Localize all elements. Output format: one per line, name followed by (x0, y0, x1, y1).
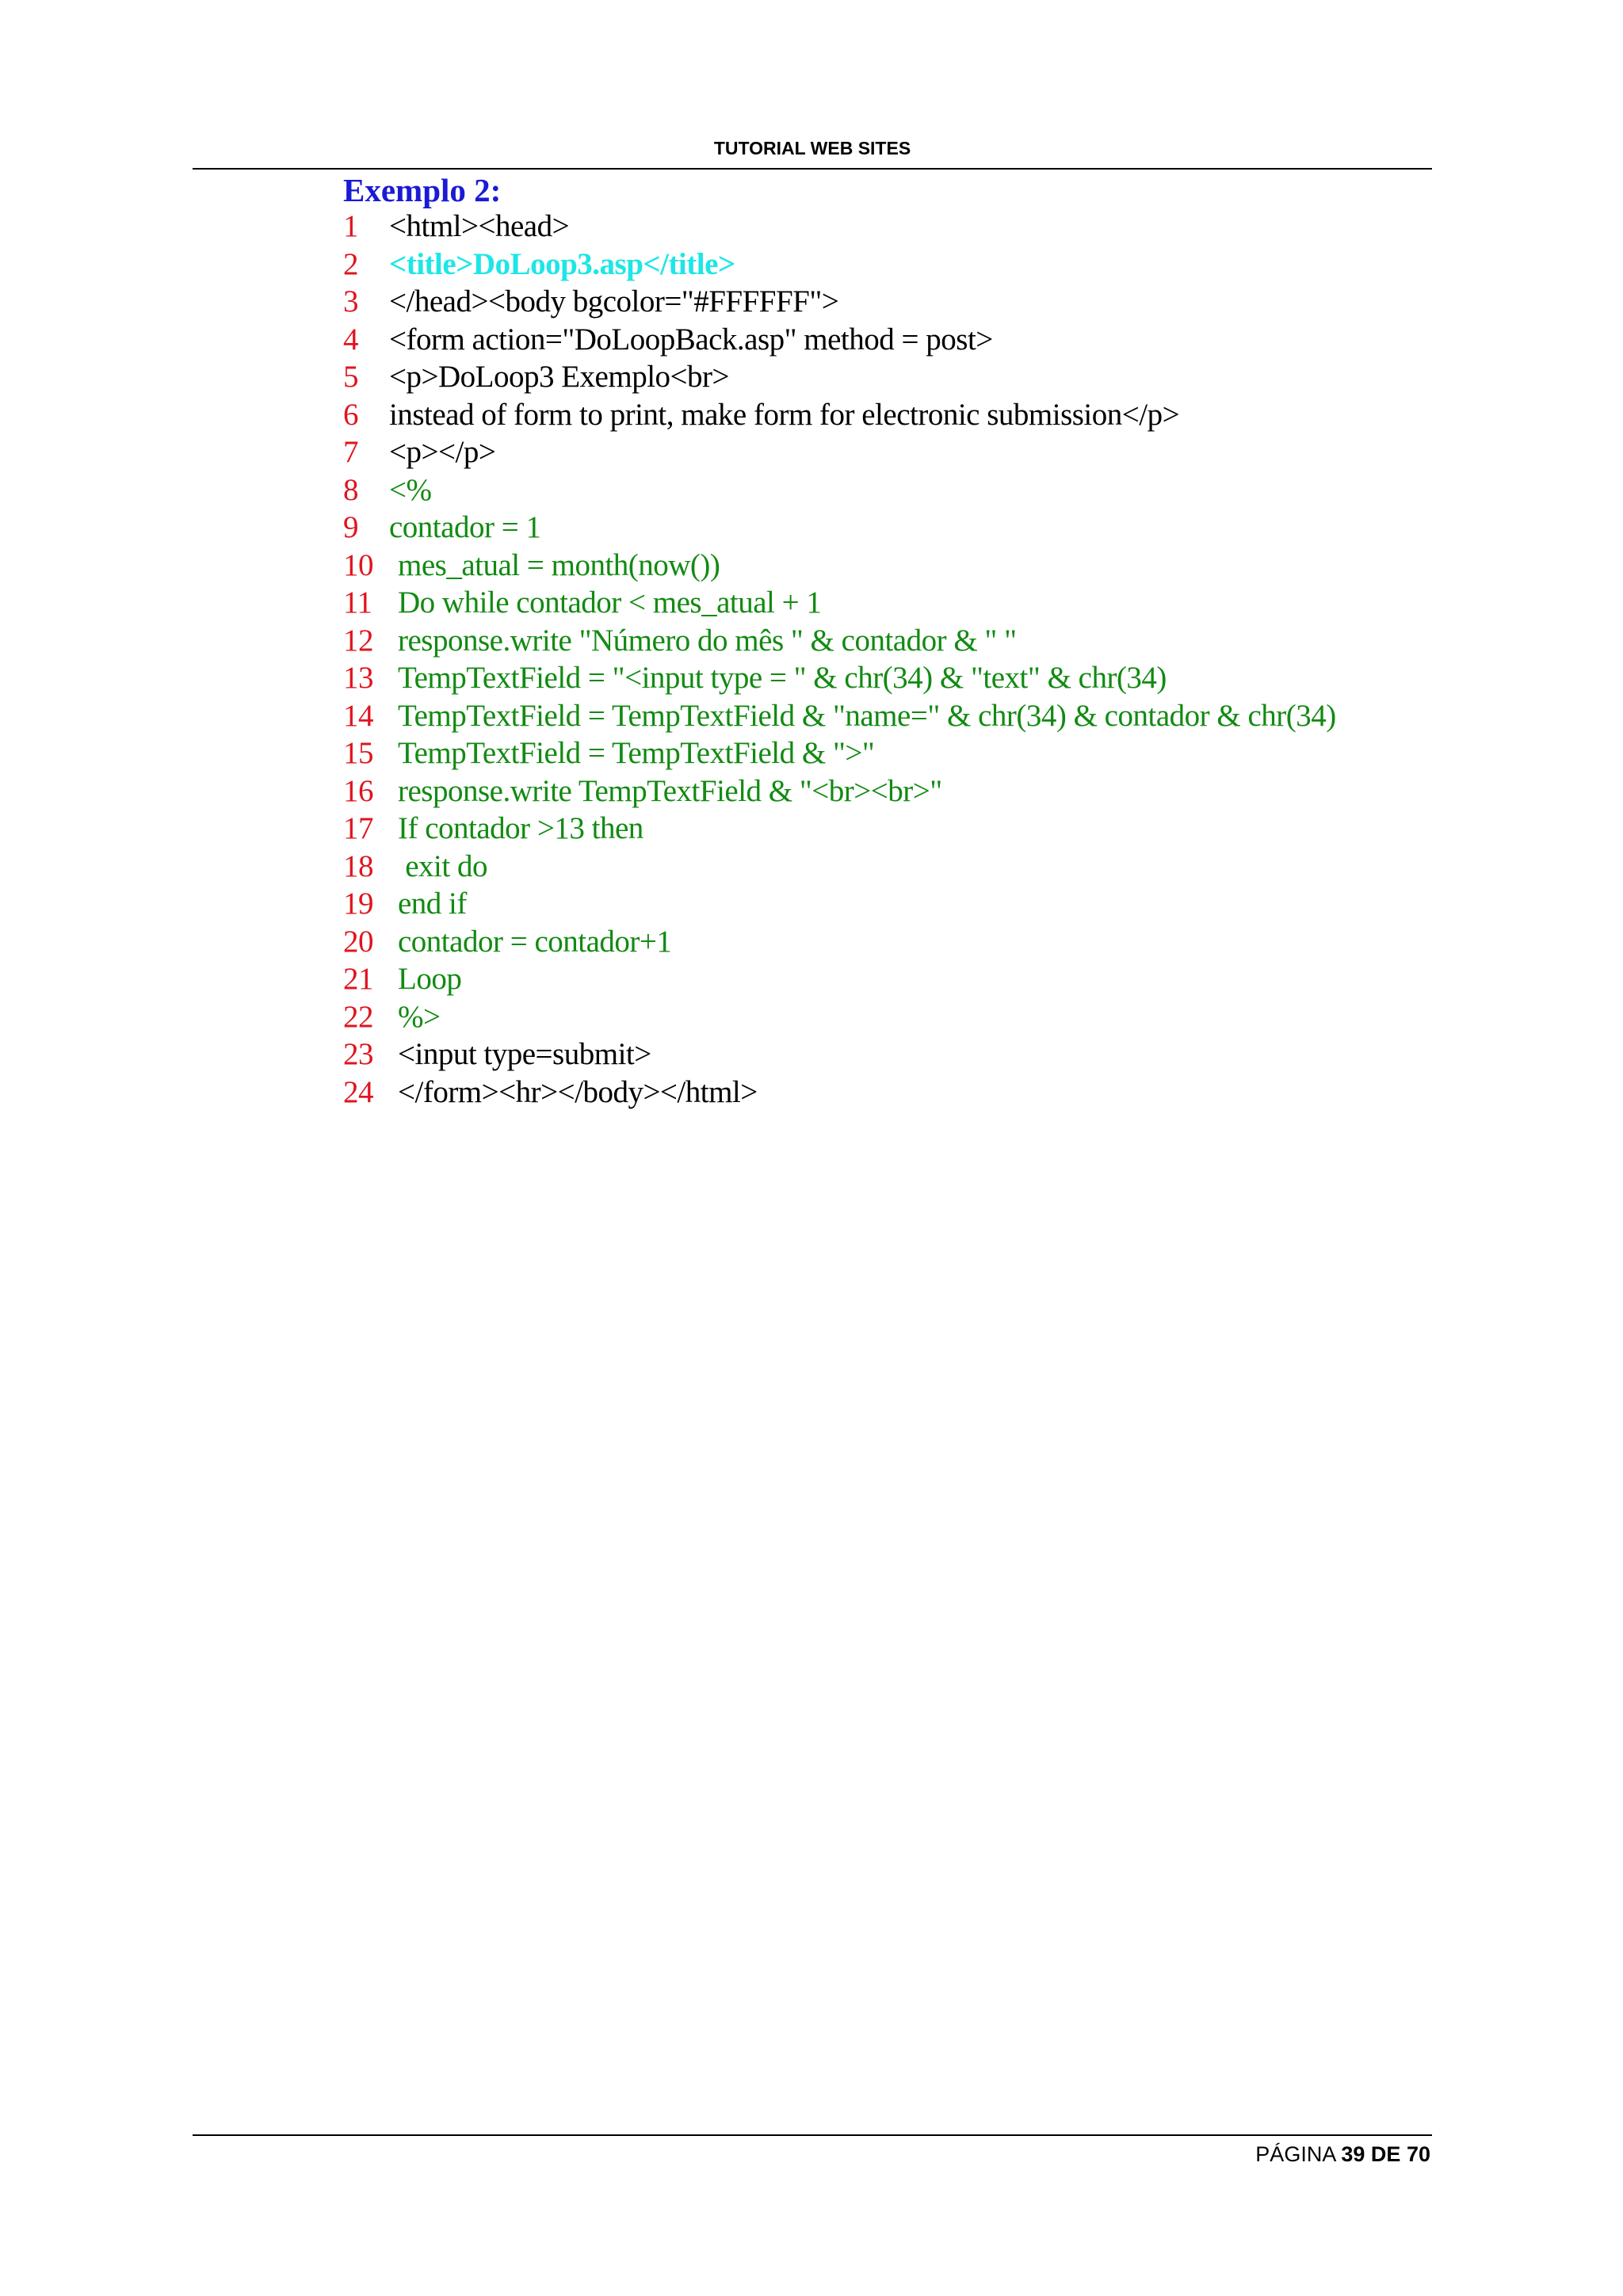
line-text: contador = contador+1 (398, 924, 672, 959)
line-number: 9 (343, 510, 358, 544)
line-text: response.write "Número do mês " & contador & " " (398, 623, 1017, 658)
line-number: 3 (343, 284, 358, 318)
code-line (343, 471, 1336, 509)
line-number: 10 (343, 547, 373, 582)
code-line (343, 1035, 1336, 1074)
code-line (343, 246, 1336, 284)
line-text: Loop (398, 962, 462, 996)
line-number: 16 (343, 773, 373, 808)
code-line (343, 885, 1336, 923)
page-header: TUTORIAL WEB SITES (713, 138, 911, 158)
line-number: 18 (343, 849, 373, 883)
code-line (343, 208, 1336, 246)
line-number: 7 (343, 435, 358, 469)
line-text: </head><body bgcolor="#FFFFFF"> (389, 284, 839, 318)
code-listing (343, 208, 1336, 1111)
footer-divider (193, 2134, 1432, 2136)
header-divider (193, 168, 1432, 170)
line-number: 11 (343, 585, 372, 620)
code-line (343, 433, 1336, 471)
line-text: end if (398, 887, 467, 921)
line-number: 17 (343, 811, 373, 845)
total-pages: 70 (1406, 2142, 1430, 2166)
line-number: 2 (343, 246, 358, 281)
code-line (343, 547, 1336, 585)
line-number: 1 (343, 209, 358, 243)
code-line (343, 509, 1336, 547)
code-line (343, 923, 1336, 961)
code-line (343, 659, 1336, 697)
code-line (343, 998, 1336, 1036)
page-footer (1255, 2144, 1430, 2165)
line-number: 22 (343, 999, 373, 1034)
line-text: If contador >13 then (398, 811, 643, 845)
page-number: 39 (1341, 2142, 1365, 2166)
line-text: <input type=submit> (398, 1037, 651, 1071)
line-text: <title>DoLoop3.asp</title> (389, 246, 735, 281)
code-line (343, 321, 1336, 359)
line-number: 15 (343, 736, 373, 770)
code-line (343, 848, 1336, 886)
line-text: <form action="DoLoopBack.asp" method = post> (389, 322, 993, 357)
of-label: DE (1370, 2142, 1401, 2166)
code-line (343, 622, 1336, 660)
code-line (343, 358, 1336, 396)
line-text: Do while contador < mes_atual + 1 (398, 585, 822, 620)
line-text: <p></p> (389, 435, 496, 469)
example-title: Exemplo 2: (343, 172, 502, 208)
line-text: mes_atual = month(now()) (398, 547, 720, 582)
line-number: 8 (343, 472, 358, 507)
page-label: PÁGINA (1255, 2142, 1335, 2166)
line-number: 14 (343, 698, 373, 733)
line-text: %> (398, 999, 441, 1034)
line-text: contador = 1 (389, 510, 541, 544)
code-line (343, 734, 1336, 772)
line-text: exit do (398, 849, 487, 883)
line-number: 6 (343, 397, 358, 432)
line-number: 19 (343, 887, 373, 921)
code-line (343, 810, 1336, 848)
line-number: 20 (343, 924, 373, 959)
code-line (343, 697, 1336, 735)
code-line (343, 283, 1336, 321)
line-number: 13 (343, 661, 373, 695)
line-text: TempTextField = "<input type = " & chr(34) & "text" & chr(34) (398, 661, 1167, 695)
line-text: <% (389, 472, 432, 507)
code-line (343, 584, 1336, 622)
code-line (343, 396, 1336, 434)
line-number: 24 (343, 1074, 373, 1109)
code-line (343, 1074, 1336, 1112)
code-line (343, 772, 1336, 810)
line-number: 5 (343, 360, 358, 394)
line-number: 23 (343, 1037, 373, 1071)
line-number: 21 (343, 962, 373, 996)
line-text: </form><hr></body></html> (398, 1074, 758, 1109)
line-text: response.write TempTextField & "<br><br>" (398, 773, 942, 808)
line-text: TempTextField = TempTextField & ">" (398, 736, 875, 770)
line-number: 4 (343, 322, 358, 357)
code-line (343, 960, 1336, 998)
line-text: <p>DoLoop3 Exemplo<br> (389, 360, 730, 394)
line-text: instead of form to print, make form for electronic submission</p> (389, 397, 1180, 432)
line-number: 12 (343, 623, 373, 658)
line-text: TempTextField = TempTextField & "name=" & chr(34) & contador & chr(34) (398, 698, 1336, 733)
line-text: <html><head> (389, 209, 570, 243)
